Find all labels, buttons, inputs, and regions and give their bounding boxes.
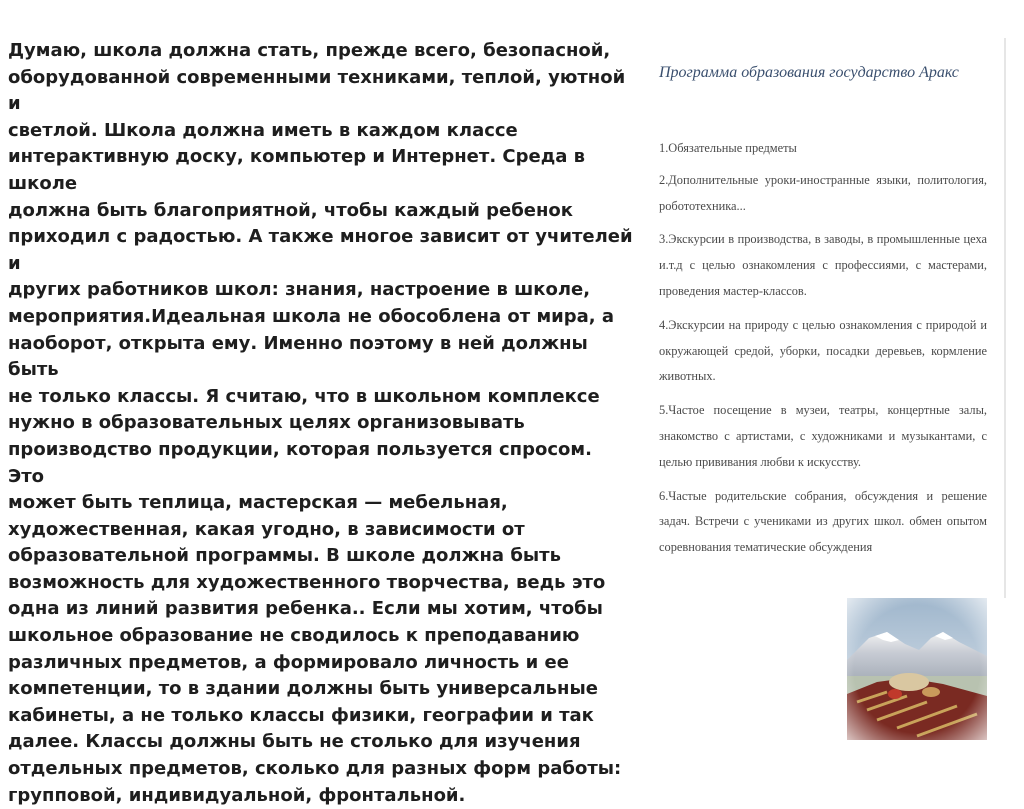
program-item-1: 1.Обязательные предметы [659, 141, 797, 155]
program-item-6: 6.Частые родительские собрания, обсуждения и решение задач. Встречи с учениками из других школ. обмен опытом соревнования тематические обсуждения [659, 488, 987, 555]
program-title: Программа образования государство Аракс [659, 64, 959, 81]
photo-vignette [847, 598, 987, 740]
ararat-carpet-photo [847, 598, 987, 740]
program-item-4: 4.Экскурсии на природу с целью ознакомления с природой и окружающей средой, уборки, посадки деревьев, кормление животных. [659, 317, 987, 384]
essay-text: Думаю, школа должна стать, прежде всего, безопасной, оборудованной современными техниками, теплой, уютной и светлой. Школа должна иметь в каждом классе интерактивную доску, компьютер и Интернет. Среда в школе должна быть благоприятной, чтобы каждый ребенок приходил с радостью. А также многое зависит от учителей и других работников школ: знания, настроение в школе, мероприятия.Идеальная школа не обособлена от мира, а наоборот, открыта ему. Именно поэтому в ней должны быть не только классы. Я считаю, что в школьном комплексе нужно в образовательных целях организовывать производство продукции, которая пользуется спросом. Это может быть теплица, мастерская — мебельная, художественная, какая угодно, в зависимости от образовательной программы. В школе должна быть возможность для художественного творчества, ведь это одна из линий развития ребенка.. Если мы хотим, чтобы школьное образование не сводилось к преподаванию различных предметов, а формировало личность и ее компетенции, то в здании должны быть универсальные кабинеты, а не только классы физики, географии и так далее. Классы должны быть не столько для изучения отдельных предметов, сколько для разных форм работы: групповой, индивидуальной, фронтальной. [8, 40, 633, 806]
program-item-5: 5.Частое посещение в музеи, театры, концертные залы, знакомство с артистами, с художниками и музыкантами, с целью прививания любви к искусству. [659, 403, 987, 469]
program-item-2: 2.Дополнительные уроки-иностранные языки, политология, робототехника... [659, 172, 987, 213]
program-item-3: 3.Экскурсии в производства, в заводы, в промышленные цеха и.т.д с целью ознакомления с профессиями, с мастерами, проведения мастер-классов. [659, 232, 987, 298]
program-scan-image [649, 38, 1006, 598]
program-list [659, 136, 987, 569]
